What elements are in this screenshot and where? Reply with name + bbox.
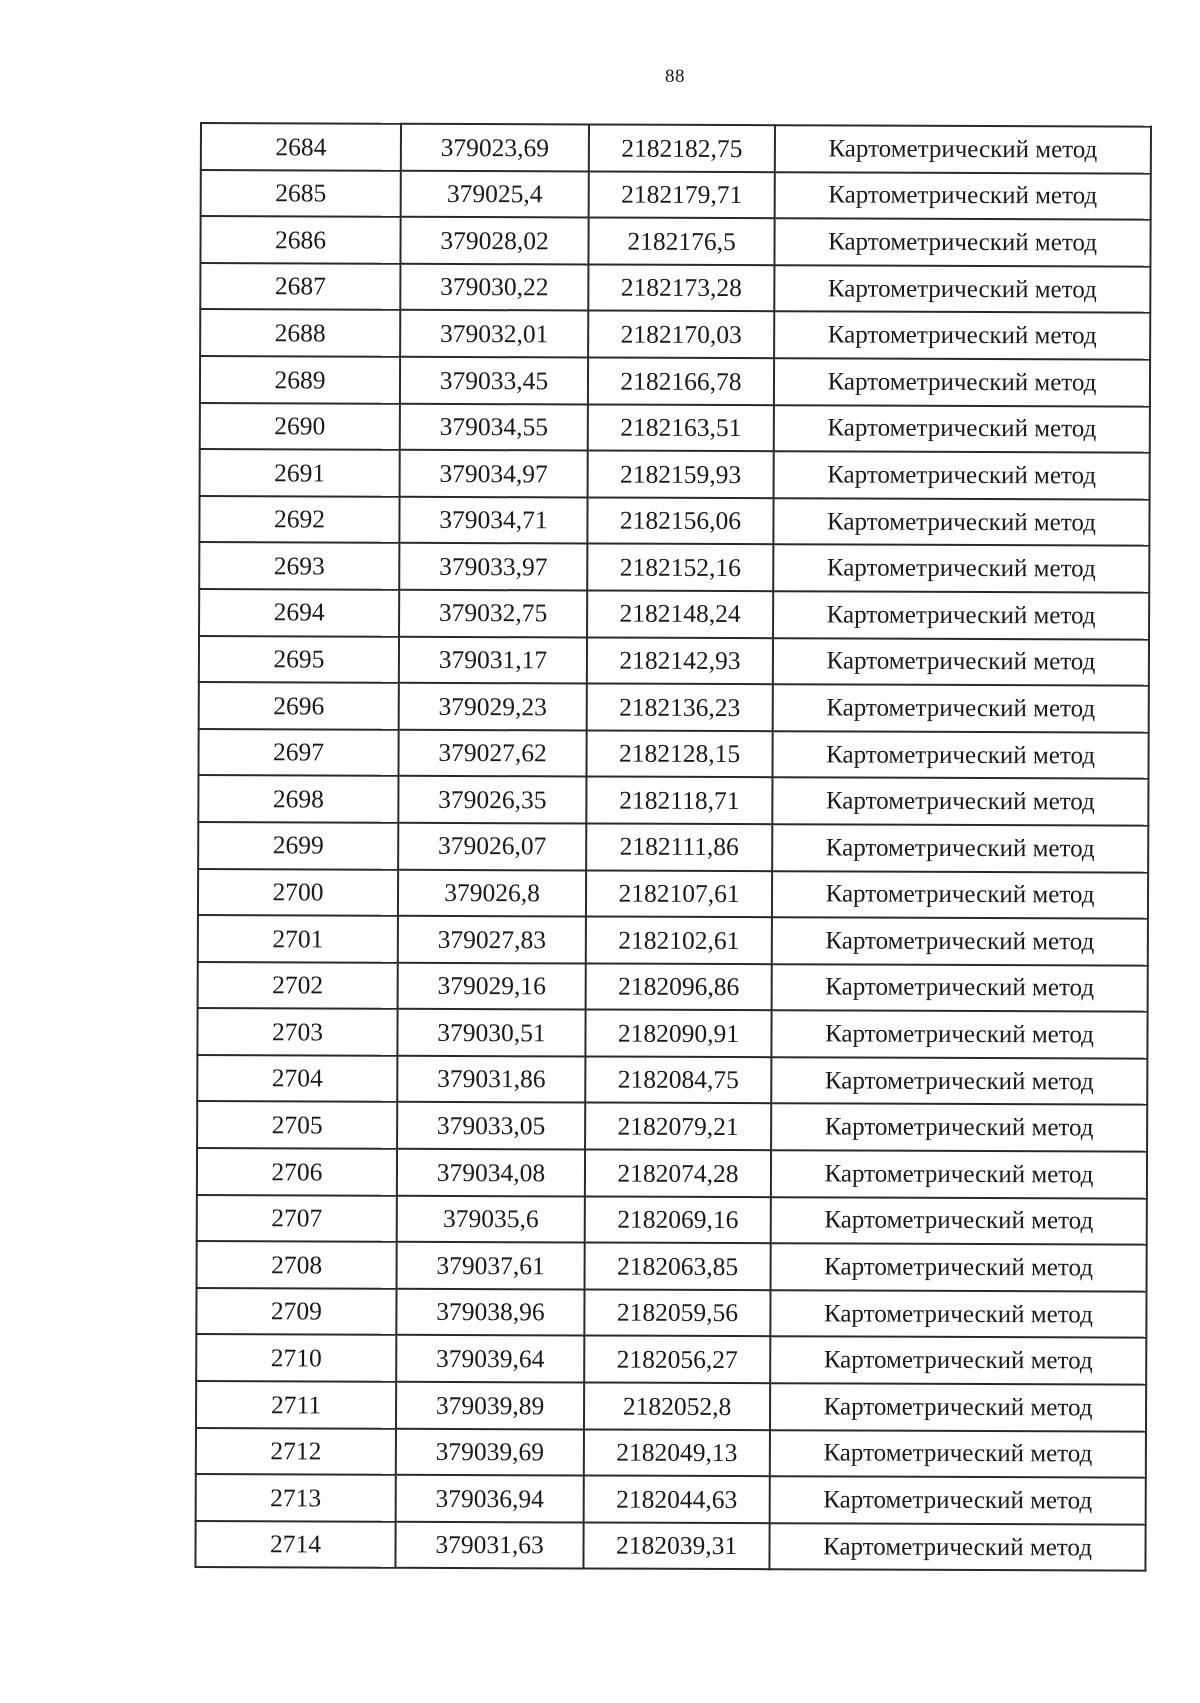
point-number-cell: 2711	[196, 1381, 396, 1428]
table-row	[199, 589, 1149, 639]
y-coordinate-cell: 2182052,8	[584, 1383, 770, 1430]
table-row	[200, 449, 1150, 499]
point-number-cell: 2702	[198, 962, 398, 1009]
table-row	[198, 915, 1148, 965]
point-number-cell: 2712	[196, 1428, 396, 1475]
x-coordinate-cell: 379035,6	[397, 1195, 585, 1242]
table-row	[199, 636, 1149, 686]
point-number-cell: 2695	[199, 636, 399, 683]
point-number-cell: 2696	[199, 682, 399, 729]
point-number-cell: 2690	[200, 403, 400, 450]
method-cell: Картометрический метод	[772, 824, 1148, 872]
x-coordinate-cell: 379037,61	[397, 1242, 585, 1289]
point-number-cell: 2708	[197, 1241, 397, 1288]
point-number-cell: 2706	[197, 1148, 397, 1195]
point-number-cell: 2698	[198, 775, 398, 822]
table-row	[196, 1428, 1146, 1478]
method-cell: Картометрический метод	[770, 1383, 1146, 1431]
method-cell: Картометрический метод	[773, 498, 1149, 546]
y-coordinate-cell: 2182166,78	[588, 357, 774, 404]
table-row	[197, 1148, 1147, 1198]
method-cell: Картометрический метод	[771, 1010, 1147, 1058]
table-row	[200, 309, 1150, 359]
method-cell: Картометрический метод	[772, 964, 1148, 1012]
method-cell: Картометрический метод	[774, 358, 1150, 406]
table-row	[199, 496, 1149, 546]
x-coordinate-cell: 379026,35	[398, 776, 586, 823]
method-cell: Картометрический метод	[770, 1476, 1146, 1524]
x-coordinate-cell: 379025,4	[401, 170, 589, 217]
method-cell: Картометрический метод	[772, 871, 1148, 919]
table-row	[196, 1288, 1146, 1338]
y-coordinate-cell: 2182136,23	[587, 684, 773, 731]
y-coordinate-cell: 2182056,27	[584, 1336, 770, 1383]
y-coordinate-cell: 2182059,56	[584, 1289, 770, 1336]
point-number-cell: 2704	[197, 1055, 397, 1102]
method-cell: Картометрический метод	[770, 1430, 1146, 1478]
y-coordinate-cell: 2182111,86	[586, 823, 772, 870]
table-row	[198, 868, 1148, 918]
method-cell: Картометрический метод	[774, 405, 1150, 453]
table-row	[198, 822, 1148, 872]
x-coordinate-cell: 379031,17	[399, 636, 587, 683]
method-cell: Картометрический метод	[769, 1523, 1145, 1571]
table-row	[196, 1334, 1146, 1384]
y-coordinate-cell: 2182084,75	[585, 1056, 771, 1103]
method-cell: Картометрический метод	[771, 1104, 1147, 1152]
y-coordinate-cell: 2182156,06	[587, 497, 773, 544]
x-coordinate-cell: 379032,01	[400, 310, 588, 357]
point-number-cell: 2684	[201, 123, 401, 170]
point-number-cell: 2691	[200, 449, 400, 496]
coordinates-table-body	[195, 123, 1151, 1571]
y-coordinate-cell: 2182063,85	[585, 1243, 771, 1290]
table-row	[201, 170, 1151, 220]
point-number-cell: 2685	[201, 170, 401, 217]
x-coordinate-cell: 379031,63	[395, 1522, 583, 1569]
x-coordinate-cell: 379026,07	[398, 823, 586, 870]
x-coordinate-cell: 379023,69	[401, 124, 589, 171]
y-coordinate-cell: 2182118,71	[586, 777, 772, 824]
method-cell: Картометрический метод	[774, 312, 1150, 360]
table-row	[197, 1241, 1147, 1291]
y-coordinate-cell: 2182170,03	[588, 311, 774, 358]
x-coordinate-cell: 379039,64	[396, 1335, 584, 1382]
x-coordinate-cell: 379036,94	[396, 1475, 584, 1522]
x-coordinate-cell: 379033,05	[397, 1102, 585, 1149]
y-coordinate-cell: 2182173,28	[588, 264, 774, 311]
point-number-cell: 2697	[198, 729, 398, 776]
x-coordinate-cell: 379039,89	[396, 1382, 584, 1429]
y-coordinate-cell: 2182069,16	[585, 1196, 771, 1243]
method-cell: Картометрический метод	[770, 1337, 1146, 1385]
y-coordinate-cell: 2182090,91	[585, 1010, 771, 1057]
x-coordinate-cell: 379030,22	[400, 264, 588, 311]
table-row	[200, 403, 1150, 453]
method-cell: Картометрический метод	[772, 778, 1148, 826]
table-row	[197, 1101, 1147, 1151]
method-cell: Картометрический метод	[771, 1243, 1147, 1291]
table-row	[198, 775, 1148, 825]
y-coordinate-cell: 2182079,21	[585, 1103, 771, 1150]
y-coordinate-cell: 2182179,71	[589, 171, 775, 218]
x-coordinate-cell: 379034,71	[399, 497, 587, 544]
table-row	[195, 1521, 1145, 1571]
table-row	[196, 1474, 1146, 1524]
page-number: 88	[665, 66, 685, 87]
y-coordinate-cell: 2182182,75	[589, 124, 775, 171]
y-coordinate-cell: 2182074,28	[585, 1150, 771, 1197]
table-row	[199, 682, 1149, 732]
x-coordinate-cell: 379029,23	[399, 683, 587, 730]
y-coordinate-cell: 2182128,15	[586, 730, 772, 777]
method-cell: Картометрический метод	[774, 451, 1150, 499]
method-cell: Картометрический метод	[774, 218, 1150, 266]
y-coordinate-cell: 2182148,24	[587, 590, 773, 637]
point-number-cell: 2686	[200, 216, 400, 263]
y-coordinate-cell: 2182102,61	[586, 917, 772, 964]
x-coordinate-cell: 379027,62	[398, 729, 586, 776]
x-coordinate-cell: 379033,97	[399, 543, 587, 590]
point-number-cell: 2700	[198, 868, 398, 915]
coordinates-table-container	[194, 122, 1150, 1572]
table-row	[197, 1195, 1147, 1245]
method-cell: Картометрический метод	[775, 172, 1151, 220]
point-number-cell: 2714	[195, 1521, 395, 1568]
method-cell: Картометрический метод	[773, 545, 1149, 593]
point-number-cell: 2710	[196, 1334, 396, 1381]
x-coordinate-cell: 379029,16	[398, 962, 586, 1009]
table-row	[200, 356, 1150, 406]
table-row	[198, 729, 1148, 779]
x-coordinate-cell: 379031,86	[397, 1056, 585, 1103]
point-number-cell: 2688	[200, 309, 400, 356]
table-row	[201, 123, 1151, 173]
y-coordinate-cell: 2182152,16	[587, 544, 773, 591]
x-coordinate-cell: 379026,8	[398, 869, 586, 916]
y-coordinate-cell: 2182044,63	[584, 1476, 770, 1523]
table-row	[200, 216, 1150, 266]
method-cell: Картометрический метод	[773, 591, 1149, 639]
x-coordinate-cell: 379034,55	[400, 403, 588, 450]
method-cell: Картометрический метод	[770, 1290, 1146, 1338]
method-cell: Картометрический метод	[773, 638, 1149, 686]
y-coordinate-cell: 2182176,5	[588, 218, 774, 265]
x-coordinate-cell: 379027,83	[398, 916, 586, 963]
point-number-cell: 2693	[199, 542, 399, 589]
y-coordinate-cell: 2182039,31	[583, 1522, 769, 1569]
point-number-cell: 2705	[197, 1101, 397, 1148]
x-coordinate-cell: 379038,96	[396, 1289, 584, 1336]
x-coordinate-cell: 379032,75	[399, 590, 587, 637]
y-coordinate-cell: 2182163,51	[588, 404, 774, 451]
y-coordinate-cell: 2182159,93	[588, 451, 774, 498]
method-cell: Картометрический метод	[772, 731, 1148, 779]
point-number-cell: 2694	[199, 589, 399, 636]
x-coordinate-cell: 379028,02	[400, 217, 588, 264]
method-cell: Картометрический метод	[771, 1057, 1147, 1105]
method-cell: Картометрический метод	[775, 125, 1151, 173]
method-cell: Картометрический метод	[772, 917, 1148, 965]
x-coordinate-cell: 379034,97	[400, 450, 588, 497]
table-row	[199, 542, 1149, 592]
point-number-cell: 2707	[197, 1195, 397, 1242]
x-coordinate-cell: 379030,51	[397, 1009, 585, 1056]
table-row	[196, 1381, 1146, 1431]
table-row	[198, 962, 1148, 1012]
y-coordinate-cell: 2182049,13	[584, 1429, 770, 1476]
table-row	[197, 1055, 1147, 1105]
method-cell: Картометрический метод	[774, 265, 1150, 313]
method-cell: Картометрический метод	[771, 1197, 1147, 1245]
table-row	[197, 1008, 1147, 1058]
y-coordinate-cell: 2182096,86	[586, 963, 772, 1010]
point-number-cell: 2709	[196, 1288, 396, 1335]
y-coordinate-cell: 2182142,93	[587, 637, 773, 684]
method-cell: Картометрический метод	[773, 684, 1149, 732]
point-number-cell: 2699	[198, 822, 398, 869]
x-coordinate-cell: 379033,45	[400, 357, 588, 404]
point-number-cell: 2692	[199, 496, 399, 543]
method-cell: Картометрический метод	[771, 1150, 1147, 1198]
table-row	[200, 263, 1150, 313]
point-number-cell: 2689	[200, 356, 400, 403]
x-coordinate-cell: 379039,69	[396, 1428, 584, 1475]
coordinates-table	[194, 122, 1152, 1572]
point-number-cell: 2687	[200, 263, 400, 310]
point-number-cell: 2713	[196, 1474, 396, 1521]
point-number-cell: 2701	[198, 915, 398, 962]
point-number-cell: 2703	[197, 1008, 397, 1055]
y-coordinate-cell: 2182107,61	[586, 870, 772, 917]
x-coordinate-cell: 379034,08	[397, 1149, 585, 1196]
